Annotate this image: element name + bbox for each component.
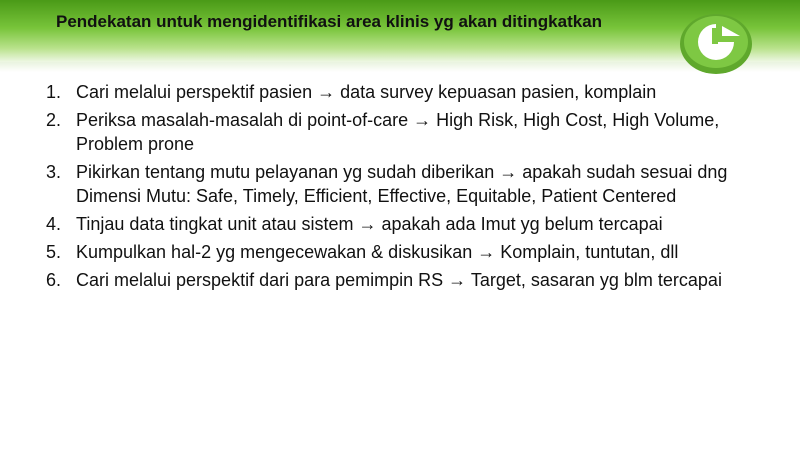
list-item [46,268,766,292]
item-number: 2. [46,110,62,130]
green-circle-logo-icon [672,6,762,76]
item-text: Tinjau data tingkat unit atau sistem → apakah ada Imut yg belum tercapai [76,214,663,234]
item-number: 1. [46,82,62,102]
list-item [46,212,766,236]
list-item [46,108,766,156]
approach-list [46,80,766,296]
list-item [46,240,766,264]
item-text: Cari melalui perspektif dari para pemimpin RS → Target, sasaran yg blm tercapai [76,270,722,290]
slide-title: Pendekatan untuk mengidentifikasi area klinis yg akan ditingkatkan [56,12,603,31]
item-text: Periksa masalah-masalah di point-of-care → High Risk, High Cost, High Volume, Problem prone [76,110,720,154]
list-item [46,160,766,208]
list-item [46,80,766,104]
item-number: 3. [46,162,62,182]
item-number: 5. [46,242,62,262]
item-number: 4. [46,214,62,234]
item-text: Pikirkan tentang mutu pelayanan yg sudah diberikan → apakah sudah sesuai dng Dimensi Mutu: Safe, Timely, Efficient, Effective, Equitable, Patient Centered [76,162,728,206]
item-text: Cari melalui perspektif pasien → data survey kepuasan pasien, komplain [76,82,657,102]
item-text: Kumpulkan hal-2 yg mengecewakan & diskusikan → Komplain, tuntutan, dll [76,242,679,262]
item-number: 6. [46,270,62,290]
